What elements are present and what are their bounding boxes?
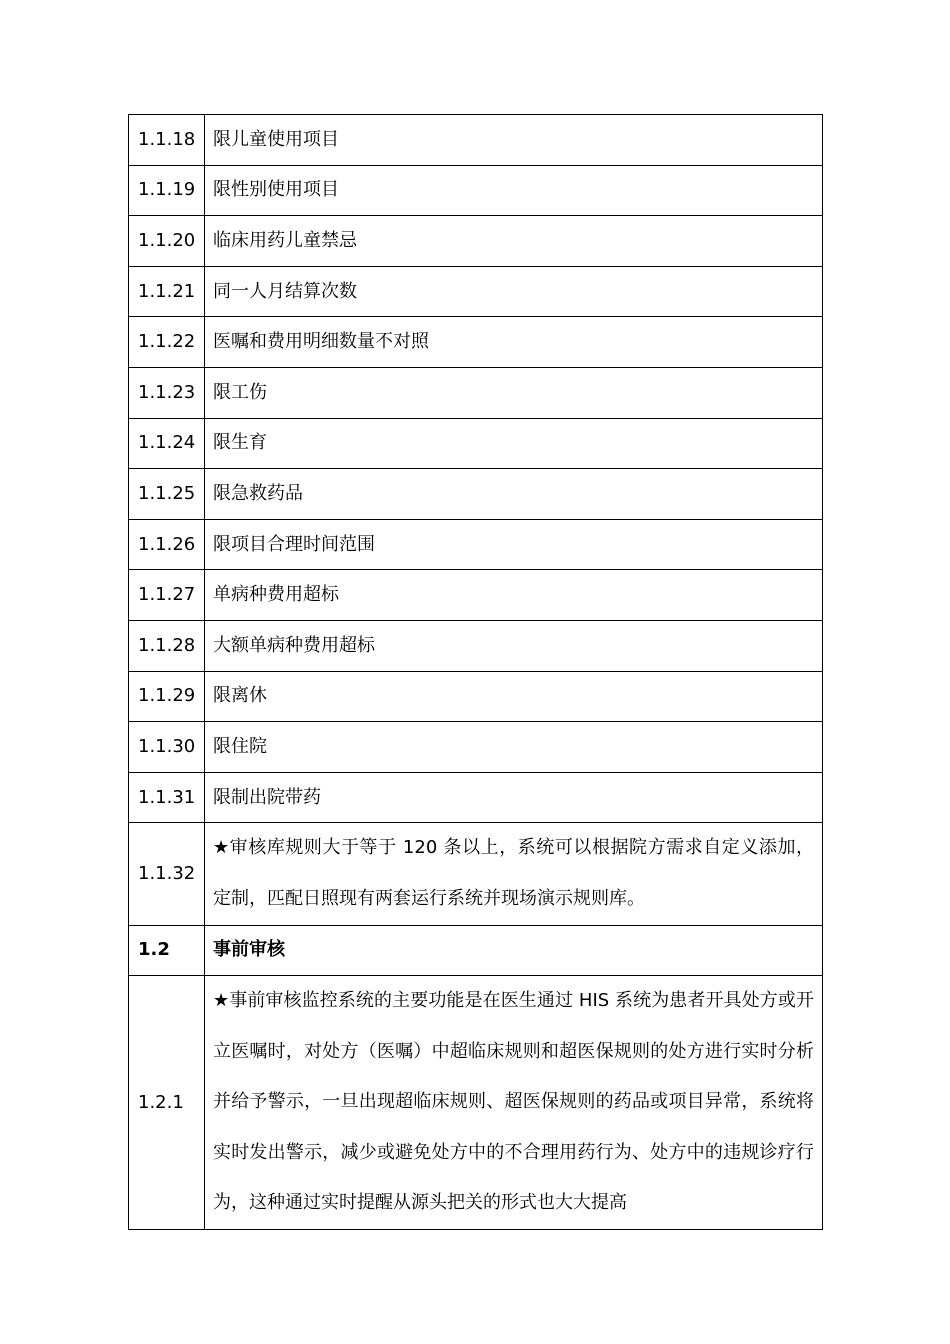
- table-row: [129, 469, 823, 520]
- table-row: [129, 671, 823, 722]
- table-row: [129, 772, 823, 823]
- row-number: 1.1.30: [129, 722, 205, 773]
- row-text: 限项目合理时间范围: [205, 519, 823, 570]
- section-title: 事前审核: [205, 925, 823, 976]
- table-row: [129, 823, 823, 925]
- table-row: [129, 722, 823, 773]
- row-text: 限儿童使用项目: [205, 115, 823, 166]
- row-number: 1.1.27: [129, 570, 205, 621]
- row-number: 1.2.1: [129, 976, 205, 1230]
- row-number: 1.1.29: [129, 671, 205, 722]
- row-text: ★审核库规则大于等于 120 条以上，系统可以根据院方需求自定义添加，定制，匹配日照现有两套运行系统并现场演示规则库。: [205, 823, 823, 925]
- requirements-table: [128, 114, 823, 1230]
- row-number: 1.1.25: [129, 469, 205, 520]
- row-number: 1.1.19: [129, 165, 205, 216]
- table-row: [129, 519, 823, 570]
- section-heading-row: [129, 925, 823, 976]
- row-text: 单病种费用超标: [205, 570, 823, 621]
- row-text: 限急救药品: [205, 469, 823, 520]
- row-number: 1.1.20: [129, 216, 205, 267]
- row-text: 限生育: [205, 418, 823, 469]
- row-number: 1.1.31: [129, 772, 205, 823]
- row-text: 限离休: [205, 671, 823, 722]
- table-row: [129, 216, 823, 267]
- row-text: 限性别使用项目: [205, 165, 823, 216]
- table-row: [129, 266, 823, 317]
- row-text: 临床用药儿童禁忌: [205, 216, 823, 267]
- row-text: 医嘱和费用明细数量不对照: [205, 317, 823, 368]
- row-text: 同一人月结算次数: [205, 266, 823, 317]
- section-number: 1.2: [129, 925, 205, 976]
- row-number: 1.1.32: [129, 823, 205, 925]
- row-number: 1.1.26: [129, 519, 205, 570]
- table-row: [129, 165, 823, 216]
- row-number: 1.1.23: [129, 367, 205, 418]
- row-number: 1.1.24: [129, 418, 205, 469]
- row-number: 1.1.28: [129, 620, 205, 671]
- row-number: 1.1.21: [129, 266, 205, 317]
- row-number: 1.1.18: [129, 115, 205, 166]
- table-row: [129, 367, 823, 418]
- table-row: [129, 570, 823, 621]
- row-text: 大额单病种费用超标: [205, 620, 823, 671]
- row-text: 限住院: [205, 722, 823, 773]
- row-text: 限工伤: [205, 367, 823, 418]
- row-number: 1.1.22: [129, 317, 205, 368]
- table-row: [129, 317, 823, 368]
- table-row: [129, 418, 823, 469]
- row-text: ★事前审核监控系统的主要功能是在医生通过 HIS 系统为患者开具处方或开立医嘱时，对处方（医嘱）中超临床规则和超医保规则的处方进行实时分析并给予警示，一旦出现超临床规则、超医保规则的药品或项目异常，系统将实时发出警示，减少或避免处方中的不合理用药行为、处方中的违规诊疗行为，这种通过实时提醒从源头把关的形式也大大提高: [205, 976, 823, 1230]
- row-text: 限制出院带药: [205, 772, 823, 823]
- table-row: [129, 620, 823, 671]
- table-row: [129, 976, 823, 1230]
- table-row: [129, 115, 823, 166]
